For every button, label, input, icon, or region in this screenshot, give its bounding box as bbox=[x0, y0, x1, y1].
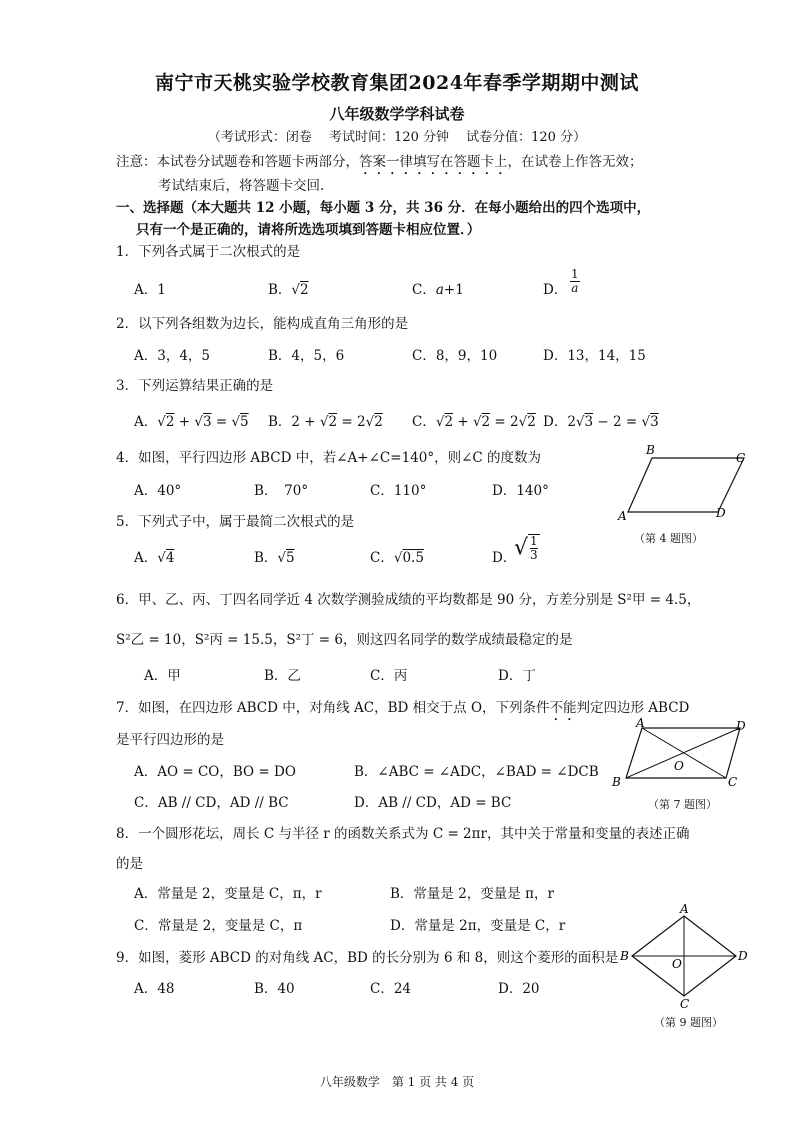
notice-text-a: 注意：本试卷分试题卷和答题卡两部分， bbox=[116, 154, 359, 170]
point-label-o: O bbox=[674, 759, 684, 773]
math-var: a bbox=[435, 282, 444, 298]
q1-option-c[interactable]: C．a+1 bbox=[412, 282, 464, 298]
q7-caption: （第 7 题图） bbox=[648, 798, 717, 811]
fraction-den: a bbox=[571, 281, 579, 295]
section1-heading: 一、选择题（本大题共 12 小题，每小题 3 分，共 36 分．在每小题给出的四个选项中， bbox=[116, 200, 651, 216]
q2-option-a[interactable]: A．3，4，5 bbox=[134, 348, 211, 364]
q1-stem: 1．下列各式属于二次根式的是 bbox=[116, 244, 301, 260]
point-label-b: B bbox=[612, 775, 621, 789]
page-title: 南宁市天桃实验学校教育集团2024年春季学期期中测试 bbox=[155, 72, 639, 94]
q8-stem: 8．一个圆形花坛，周长 C 与半径 r 的函数关系式为 C = 2πr，其中关于常量和变量的表述正确 bbox=[116, 826, 690, 842]
q2-option-b[interactable]: B．4，5，6 bbox=[268, 348, 345, 364]
q8-option-c[interactable]: C．常量是 2，变量是 C，π bbox=[134, 918, 303, 934]
q7-option-b[interactable]: B．∠ABC = ∠ADC，∠BAD = ∠DCB bbox=[354, 764, 599, 780]
point-label-c: C bbox=[728, 775, 738, 789]
q4-option-a[interactable]: A．40° bbox=[134, 483, 182, 499]
notice-text-c: ，在试卷上作答无效； bbox=[507, 154, 643, 170]
q6-option-b[interactable]: B．乙 bbox=[264, 668, 301, 684]
point-label-d: D bbox=[736, 719, 746, 733]
q4-option-c[interactable]: C．110° bbox=[370, 483, 427, 499]
notice-emphasis: 答案一律填写在答题卡上 bbox=[359, 154, 508, 170]
point-label-d: D bbox=[738, 949, 748, 963]
fraction-num: 1 bbox=[571, 267, 579, 281]
q4-caption: （第 4 题图） bbox=[634, 532, 703, 545]
point-label-b: B bbox=[646, 443, 655, 457]
exam-meta: （考试形式：闭卷 考试时间：120 分钟 试卷分值：120 分） bbox=[207, 130, 587, 145]
q7-quadrilateral-figure bbox=[608, 716, 758, 792]
q3-option-d[interactable]: D．2√3 − 2 = √3 bbox=[543, 414, 659, 430]
math-radicand: 2 bbox=[300, 282, 309, 298]
q8-option-a[interactable]: A．常量是 2，变量是 C，π，r bbox=[134, 886, 322, 902]
q1-fraction bbox=[570, 268, 580, 295]
q1-option-d[interactable]: D． bbox=[543, 282, 568, 298]
q7-emphasis: 不能 bbox=[549, 700, 577, 716]
point-label-a: A bbox=[636, 716, 645, 730]
q4-option-d[interactable]: D．140° bbox=[492, 483, 549, 499]
q5-option-d[interactable]: D． bbox=[492, 550, 517, 566]
point-label-a: A bbox=[680, 902, 689, 916]
q8-option-b[interactable]: B．常量是 2，变量是 π，r bbox=[390, 886, 554, 902]
q3-stem: 3．下列运算结果正确的是 bbox=[116, 378, 274, 394]
q6-option-a[interactable]: A．甲 bbox=[144, 668, 181, 684]
q5-d-radical: √ $\frac{1}{3}$ bbox=[514, 534, 538, 562]
math-text: +1 bbox=[443, 282, 464, 298]
point-label-c: C bbox=[680, 997, 690, 1011]
q6-stem: 6．甲、乙、丙、丁四名同学近 4 次数学测验成绩的平均数都是 90 分，方差分别是 S²甲 = 4.5， bbox=[116, 592, 701, 608]
section1-heading-line2: 只有一个是正确的，请将所选选项填到答题卡相应位置．） bbox=[136, 222, 481, 238]
q5-stem: 5．下列式子中，属于最简二次根式的是 bbox=[116, 514, 355, 530]
q9-option-d[interactable]: D．20 bbox=[498, 981, 540, 997]
point-label-b: B bbox=[620, 949, 629, 963]
q9-option-a[interactable]: A．48 bbox=[134, 981, 175, 997]
fraction-den: 3 bbox=[530, 548, 538, 562]
q1-option-a[interactable]: A．1 bbox=[134, 282, 166, 298]
notice-line2: 考试结束后，将答题卡交回. bbox=[158, 178, 325, 194]
point-label-c: C bbox=[736, 451, 746, 465]
q3-option-a[interactable]: A．√2 + √3 = √5 bbox=[134, 414, 249, 430]
q9-option-c[interactable]: C．24 bbox=[370, 981, 412, 997]
q7-stem-line2: 是平行四边形的是 bbox=[116, 732, 224, 748]
q3-option-c[interactable]: C．√2 + √2 = 2√2 bbox=[412, 414, 536, 430]
q2-option-c[interactable]: C．8，9，10 bbox=[412, 348, 498, 364]
parallelogram-shape bbox=[628, 458, 744, 512]
q9-option-b[interactable]: B．40 bbox=[254, 981, 295, 997]
q9-stem: 9．如图，菱形 ABCD 的对角线 AC，BD 的长分别为 6 和 8，则这个菱形的面积是 bbox=[116, 950, 619, 966]
q5-option-a[interactable]: A．√4 bbox=[134, 550, 175, 566]
point-label-o: O bbox=[672, 957, 682, 971]
q5-option-c[interactable]: C．√0.5 bbox=[370, 550, 424, 566]
q4-stem: 4．如图，平行四边形 ABCD 中，若∠A+∠C=140°，则∠C 的度数为 bbox=[116, 450, 542, 466]
q4-option-b[interactable]: B． 70° bbox=[254, 483, 309, 499]
q3-option-b[interactable]: B．2 + √2 = 2√2 bbox=[268, 414, 383, 430]
q4-parallelogram-figure bbox=[612, 440, 762, 530]
q1-option-b[interactable]: B．√2 bbox=[268, 282, 309, 298]
q7-stem: 7．如图，在四边形 ABCD 中，对角线 AC，BD 相交于点 O，下列条件不能判定四边形 ABCD bbox=[116, 700, 690, 716]
q7-option-c[interactable]: C．AB // CD，AD // BC bbox=[134, 795, 289, 811]
q2-stem: 2．以下列各组数为边长，能构成直角三角形的是 bbox=[116, 316, 409, 332]
point-label-a: A bbox=[618, 509, 627, 523]
q9-rhombus-figure bbox=[618, 902, 758, 1012]
q6-option-c[interactable]: C．丙 bbox=[370, 668, 408, 684]
page-subtitle: 八年级数学学科试卷 bbox=[329, 105, 465, 123]
q8-option-d[interactable]: D．常量是 2π，变量是 C，r bbox=[390, 918, 566, 934]
q5-option-b[interactable]: B．√5 bbox=[254, 550, 295, 566]
q7-option-a[interactable]: A．AO = CO，BO = DO bbox=[134, 764, 296, 780]
q7-option-d[interactable]: D．AB // CD，AD = BC bbox=[354, 795, 512, 811]
q6-option-d[interactable]: D．丁 bbox=[498, 668, 536, 684]
q6-stem-line2: S²乙 = 10，S²丙 = 15.5，S²丁 = 6，则这四名同学的数学成绩最稳定的是 bbox=[116, 632, 573, 648]
page-footer: 八年级数学 第 1 页 共 4 页 bbox=[319, 1075, 475, 1089]
q9-caption: （第 9 题图） bbox=[654, 1016, 723, 1029]
point-label-d: D bbox=[716, 506, 726, 520]
fraction-num: 1 bbox=[530, 534, 538, 548]
q8-stem-line2: 的是 bbox=[116, 856, 143, 872]
q2-option-d[interactable]: D．13，14，15 bbox=[543, 348, 646, 364]
